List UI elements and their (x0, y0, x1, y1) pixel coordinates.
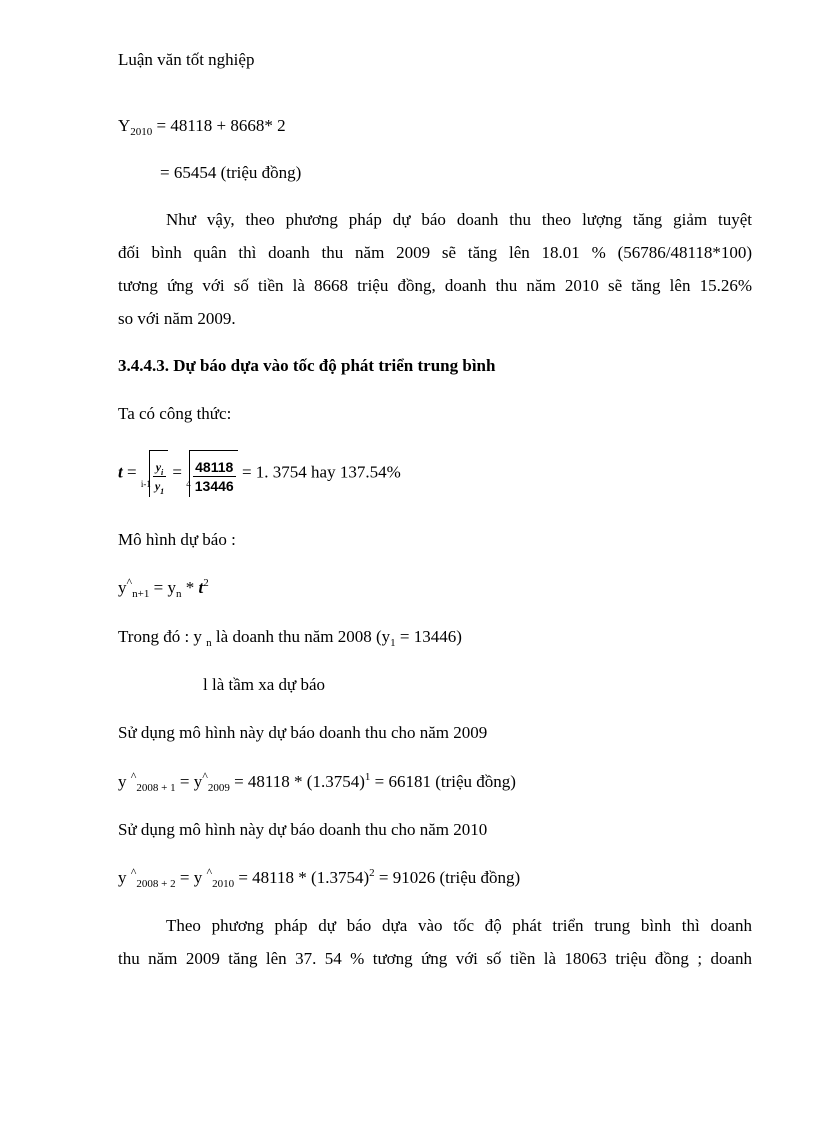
eq2009-sub1: 2008 + 1 (136, 782, 176, 794)
equation-2010 (118, 865, 521, 890)
eq-y: Y (118, 116, 131, 135)
frac-num-value: 48118 (193, 458, 236, 477)
model-hat: ^ (126, 575, 133, 589)
eq2009-y: y (118, 772, 131, 791)
where-sub: n (206, 637, 212, 649)
paragraph-1-line: Như vậy, theo phương pháp dự báo doanh thu theo lượng tăng giảm tuyệt (166, 210, 752, 229)
frac-den-value: 13446 (194, 477, 234, 494)
formula-eq: = (126, 462, 137, 482)
eq2009-calc: = 48118 * (1.3754) (229, 772, 365, 791)
formula-idx: i-1 (140, 479, 151, 490)
paragraph-1-line: đối bình quân thì doanh thu năm 2009 sẽ tăng lên 18.01 % (56786/48118*100) (118, 243, 752, 262)
eq2009-hat: ^ (130, 769, 137, 783)
eq2009-result: = 66181 (triệu đồng) (370, 772, 516, 791)
eq-y-sub: 2010 (130, 126, 153, 138)
equation-y2010-result: = 65454 (triệu đồng) (160, 163, 302, 182)
use-2010: Sử dụng mô hình này dự báo doanh thu cho năm 2010 (118, 820, 488, 839)
model-times: * (181, 578, 199, 597)
eq2010-hat2: ^ (206, 865, 213, 879)
equation-2009 (118, 769, 516, 794)
formula-t: t (118, 462, 123, 482)
section-heading: 3.4.4.3. Dự báo dựa vào tốc độ phát triển trung bình (118, 356, 496, 375)
frac-den-sub: 1 (160, 486, 165, 496)
page-header: Luận văn tốt nghiệp (118, 50, 255, 69)
eq2010-y: y (118, 868, 131, 887)
model-t: t (198, 578, 204, 597)
model-exp: 2 (203, 577, 209, 589)
model-equation (118, 575, 209, 600)
where-suffix: = 13446) (395, 627, 462, 646)
model-sub: n+1 (132, 588, 150, 600)
eq2010-calc: = 48118 * (1.3754) (234, 868, 370, 887)
eq2009-sub2: 2009 (207, 782, 230, 794)
eq2010-result: = 91026 (triệu đồng) (374, 868, 521, 887)
formula-intro: Ta có công thức: (118, 404, 232, 423)
eq2010-eq: = y (175, 868, 207, 887)
paragraph-2-line: thu năm 2009 tăng lên 37. 54 % tương ứng với số tiền là 18063 triệu đồng ; doanh (118, 949, 752, 968)
eq2010-sub1: 2008 + 2 (136, 878, 176, 890)
eq2009-hat2: ^ (202, 769, 208, 783)
eq2009-eq: = y (175, 772, 203, 791)
where-clause-2: l là tầm xa dự báo (203, 675, 326, 694)
paragraph-1-line: so với năm 2009. (118, 309, 236, 328)
where-prefix: Trong đó : y (118, 627, 207, 646)
eq2010-sub2: 2010 (212, 878, 235, 890)
equation-y2010 (118, 116, 286, 136)
formula-eq2: = (172, 462, 182, 482)
formula-average-growth (118, 450, 401, 498)
paragraph-2-line: Theo phương pháp dự báo dựa vào tốc độ phát triển trung bình thì doanh (166, 916, 752, 935)
model-y: y (118, 578, 127, 597)
eq2010-exp: 2 (369, 867, 375, 879)
paragraph-1-line: tương ứng với số tiền là 8668 triệu đồng, doanh thu năm 2010 sẽ tăng lên 15.26% (118, 276, 752, 295)
model-rhs-sub: n (175, 588, 182, 600)
frac-den-y: y (154, 478, 161, 493)
eq-rhs: = 48118 + 8668* 2 (156, 116, 286, 135)
formula-result: = 1. 3754 hay 137.54% (241, 462, 401, 482)
where-sub1: 1 (390, 637, 396, 649)
model-intro: Mô hình dự báo : (118, 530, 236, 549)
model-eq: = y (153, 578, 176, 597)
eq2010-hat: ^ (130, 865, 137, 879)
where-mid: là doanh thu năm 2008 (y (211, 627, 391, 646)
formula-radical-big (189, 450, 238, 497)
eq2009-exp: 1 (364, 771, 371, 783)
frac-num-y: y (155, 459, 162, 474)
formula-idx2: 4 (186, 479, 191, 490)
formula-radical-small (149, 450, 168, 497)
where-clause (118, 627, 462, 647)
frac-num-sub: i (161, 467, 164, 477)
use-2009: Sử dụng mô hình này dự báo doanh thu cho năm 2009 (118, 723, 488, 742)
